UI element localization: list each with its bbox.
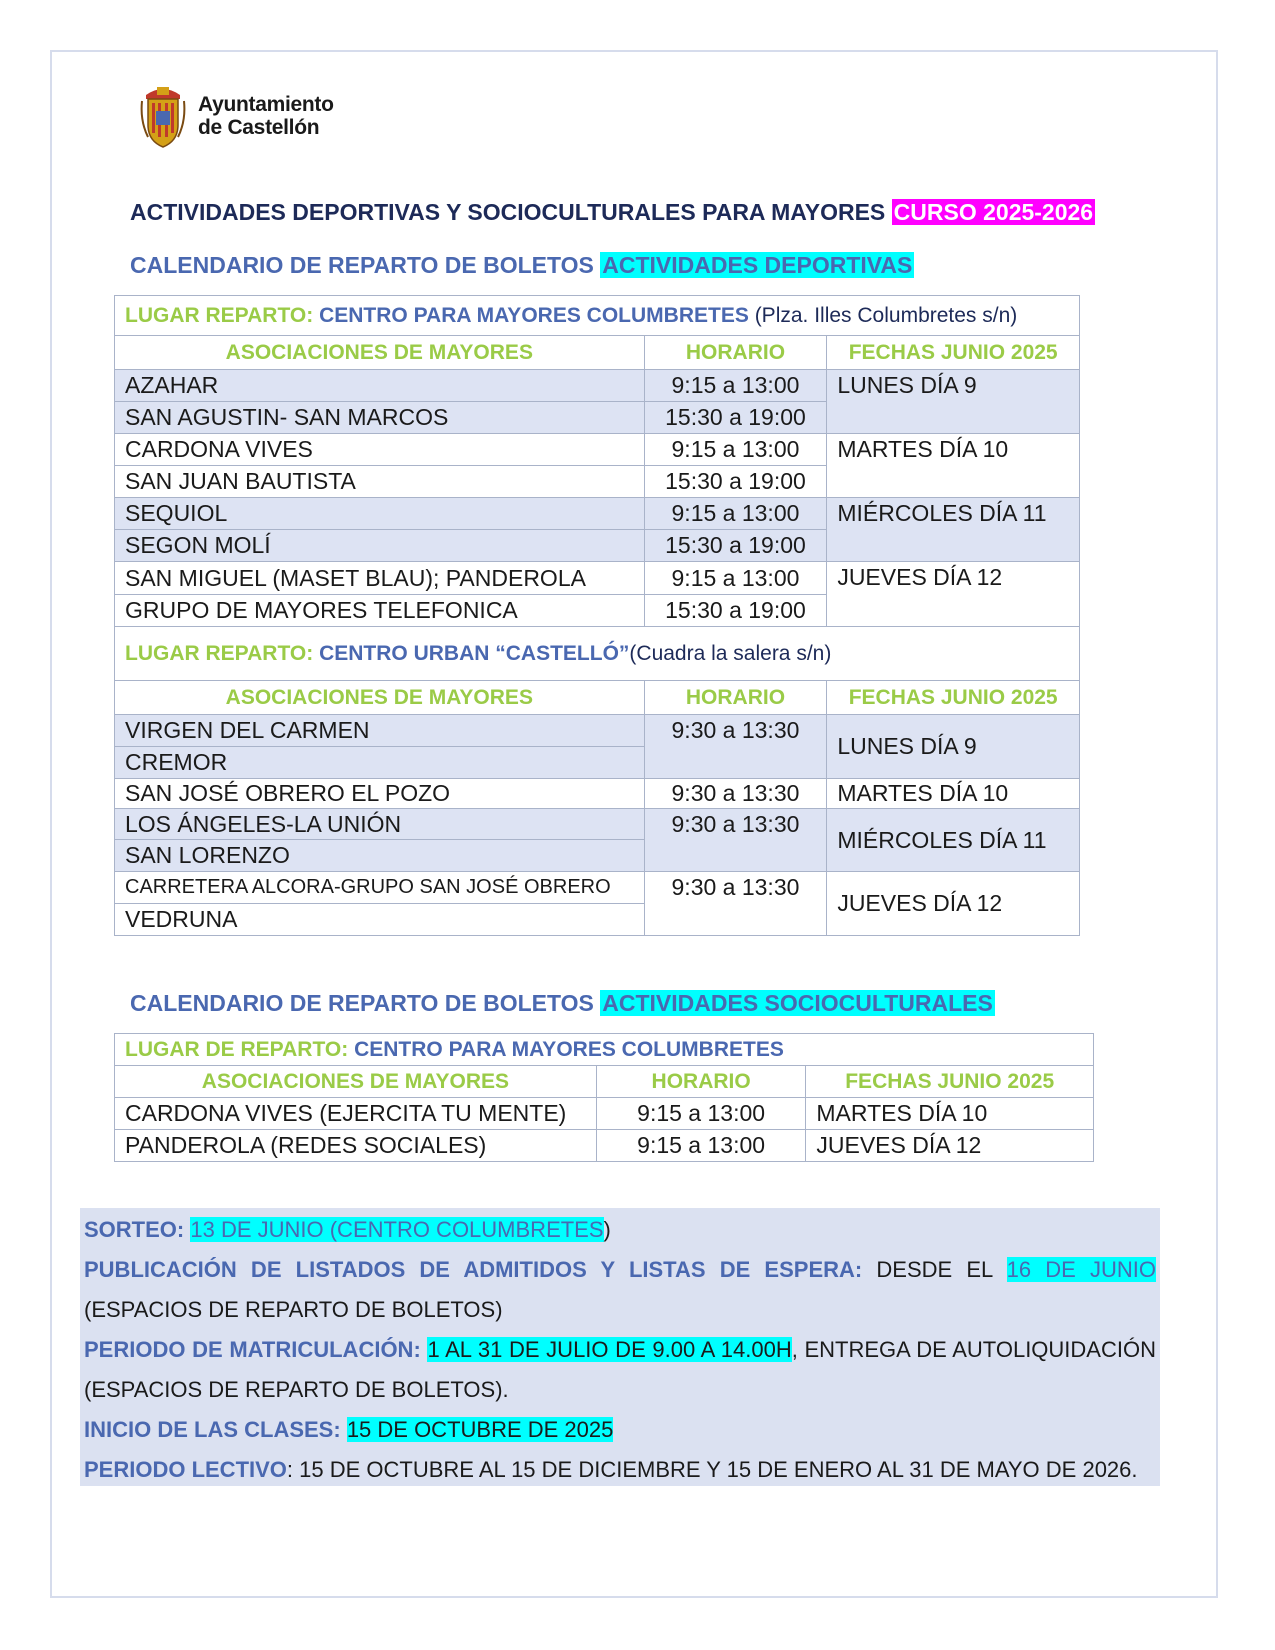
table-row bbox=[115, 370, 1080, 402]
table-row bbox=[115, 872, 1080, 904]
header-fechas: FECHAS JUNIO 2025 bbox=[806, 1066, 1094, 1098]
place-label: LUGAR REPARTO: bbox=[125, 641, 314, 665]
place-address: (Cuadra la salera s/n) bbox=[629, 641, 832, 665]
info-text: DESDE EL bbox=[876, 1257, 993, 1282]
place-label: LUGAR DE REPARTO: bbox=[125, 1037, 349, 1061]
info-text: (ESPACIOS DE REPARTO DE BOLETOS) bbox=[84, 1297, 503, 1322]
distribution-date: JUEVES DÍA 12 bbox=[827, 562, 1080, 627]
table-socioculturales bbox=[114, 1033, 1094, 1162]
table-deportivas bbox=[114, 295, 1080, 936]
table-row bbox=[115, 1098, 1094, 1130]
place-name: CENTRO PARA MAYORES COLUMBRETES bbox=[319, 303, 749, 327]
schedule-time: 15:30 a 19:00 bbox=[644, 402, 827, 434]
logo-line-1: Ayuntamiento bbox=[198, 93, 334, 116]
info-text: , ENTREGA DE AUTOLIQUIDACIÓN (ESPACIOS DE REPARTO DE BOLETOS). bbox=[84, 1337, 1156, 1402]
distribution-date: MARTES DÍA 10 bbox=[827, 434, 1080, 498]
section-prefix: CALENDARIO DE REPARTO DE BOLETOS bbox=[130, 990, 594, 1016]
info-text: ) bbox=[603, 1217, 611, 1242]
header-horario: HORARIO bbox=[644, 681, 827, 715]
schedule-time: 9:15 a 13:00 bbox=[596, 1130, 806, 1162]
info-highlight: 13 DE JUNIO (CENTRO COLUMBRETES bbox=[190, 1217, 604, 1242]
association-name: SAN JOSÉ OBRERO EL POZO bbox=[115, 779, 645, 809]
info-matriculacion bbox=[84, 1330, 1156, 1410]
section-title-deportivas bbox=[130, 252, 914, 279]
info-label: SORTEO: bbox=[84, 1217, 185, 1242]
logo-line-2: de Castellón bbox=[198, 116, 320, 139]
association-name: PANDEROLA (REDES SOCIALES) bbox=[115, 1130, 597, 1162]
distribution-date: LUNES DÍA 9 bbox=[827, 715, 1080, 779]
schedule-time: 9:15 a 13:00 bbox=[596, 1098, 806, 1130]
association-name: CARDONA VIVES (EJERCITA TU MENTE) bbox=[115, 1098, 597, 1130]
header-horario: HORARIO bbox=[644, 336, 827, 370]
info-label: PERIODO LECTIVO bbox=[84, 1457, 287, 1482]
schedule-time: 9:15 a 13:00 bbox=[644, 370, 827, 402]
schedule-time: 9:30 a 13:30 bbox=[644, 809, 827, 872]
header-asociaciones: ASOCIACIONES DE MAYORES bbox=[115, 681, 645, 715]
table-row bbox=[115, 562, 1080, 595]
table1-place-row bbox=[115, 296, 1080, 336]
place-name: CENTRO URBAN “CASTELLÓ” bbox=[319, 641, 630, 665]
association-name: SAN AGUSTIN- SAN MARCOS bbox=[115, 402, 645, 434]
logo bbox=[140, 80, 334, 152]
info-lectivo bbox=[84, 1450, 1156, 1490]
association-name: VIRGEN DEL CARMEN bbox=[115, 715, 645, 747]
schedule-time: 9:30 a 13:30 bbox=[644, 715, 827, 779]
title-text: ACTIVIDADES DEPORTIVAS Y SOCIOCULTURALES PARA MAYORES bbox=[130, 199, 886, 225]
association-name: SEGON MOLÍ bbox=[115, 530, 645, 562]
schedule-time: 9:15 a 13:00 bbox=[644, 562, 827, 595]
info-label: PUBLICACIÓN DE LISTADOS DE ADMITIDOS Y LISTAS DE ESPERA: bbox=[84, 1257, 863, 1282]
page-title bbox=[130, 199, 1095, 226]
association-name: CREMOR bbox=[115, 747, 645, 779]
distribution-date: MARTES DÍA 10 bbox=[827, 779, 1080, 809]
header-fechas: FECHAS JUNIO 2025 bbox=[827, 336, 1080, 370]
schedule-time: 9:30 a 13:30 bbox=[644, 779, 827, 809]
distribution-date: MARTES DÍA 10 bbox=[806, 1098, 1094, 1130]
section-prefix: CALENDARIO DE REPARTO DE BOLETOS bbox=[130, 252, 594, 278]
table-row bbox=[115, 779, 1080, 809]
info-text: : 15 DE OCTUBRE AL 15 DE DICIEMBRE Y 15 DE ENERO AL 31 DE MAYO DE 2026. bbox=[286, 1457, 1138, 1482]
title-highlight: CURSO 2025-2026 bbox=[893, 199, 1094, 225]
section-highlight: ACTIVIDADES DEPORTIVAS bbox=[602, 252, 913, 278]
association-name: SAN LORENZO bbox=[115, 840, 645, 872]
info-highlight: 15 DE OCTUBRE DE 2025 bbox=[346, 1417, 614, 1442]
distribution-date: MIÉRCOLES DÍA 11 bbox=[827, 809, 1080, 872]
header-horario: HORARIO bbox=[596, 1066, 806, 1098]
distribution-date: LUNES DÍA 9 bbox=[827, 370, 1080, 434]
table-row bbox=[115, 498, 1080, 530]
info-label: INICIO DE LAS CLASES: bbox=[84, 1417, 341, 1442]
association-name: VEDRUNA bbox=[115, 904, 645, 936]
section-highlight: ACTIVIDADES SOCIOCULTURALES bbox=[602, 990, 993, 1016]
table3-place-row bbox=[115, 1034, 1094, 1066]
association-name: SAN JUAN BAUTISTA bbox=[115, 466, 645, 498]
info-highlight: 1 AL 31 DE JULIO DE 9.00 A 14.00H bbox=[427, 1337, 792, 1362]
header-fechas: FECHAS JUNIO 2025 bbox=[827, 681, 1080, 715]
header-asociaciones: ASOCIACIONES DE MAYORES bbox=[115, 336, 645, 370]
schedule-time: 9:30 a 13:30 bbox=[644, 872, 827, 936]
info-label: PERIODO DE MATRICULACIÓN: bbox=[84, 1337, 421, 1362]
table-row bbox=[115, 809, 1080, 840]
section-title-socioculturales bbox=[130, 990, 995, 1017]
info-highlight: 16 DE JUNIO bbox=[1006, 1257, 1156, 1282]
info-inicio bbox=[84, 1410, 1156, 1450]
schedule-time: 9:15 a 13:00 bbox=[644, 498, 827, 530]
info-sorteo bbox=[84, 1210, 1156, 1250]
schedule-time: 9:15 a 13:00 bbox=[644, 434, 827, 466]
association-name: LOS ÁNGELES-LA UNIÓN bbox=[115, 809, 645, 840]
place-label: LUGAR REPARTO: bbox=[125, 303, 314, 327]
distribution-date: MIÉRCOLES DÍA 11 bbox=[827, 498, 1080, 562]
association-name: SEQUIOL bbox=[115, 498, 645, 530]
info-box bbox=[80, 1208, 1160, 1486]
table-row bbox=[115, 1130, 1094, 1162]
association-name: AZAHAR bbox=[115, 370, 645, 402]
association-name: GRUPO DE MAYORES TELEFONICA bbox=[115, 595, 645, 627]
schedule-time: 15:30 a 19:00 bbox=[644, 466, 827, 498]
association-name: CARDONA VIVES bbox=[115, 434, 645, 466]
place-name: CENTRO PARA MAYORES COLUMBRETES bbox=[354, 1037, 784, 1061]
schedule-time: 15:30 a 19:00 bbox=[644, 530, 827, 562]
distribution-date: JUEVES DÍA 12 bbox=[806, 1130, 1094, 1162]
header-asociaciones: ASOCIACIONES DE MAYORES bbox=[115, 1066, 597, 1098]
table-row bbox=[115, 434, 1080, 466]
association-name: CARRETERA ALCORA-GRUPO SAN JOSÉ OBRERO bbox=[115, 872, 645, 904]
place-address: (Plza. Illes Columbretes s/n) bbox=[754, 303, 1018, 327]
table-row bbox=[115, 715, 1080, 747]
table2-place-row bbox=[115, 627, 1080, 681]
coat-of-arms-icon bbox=[140, 81, 186, 151]
distribution-date: JUEVES DÍA 12 bbox=[827, 872, 1080, 936]
association-name: SAN MIGUEL (MASET BLAU); PANDEROLA bbox=[115, 562, 645, 595]
info-publicacion bbox=[84, 1250, 1156, 1330]
schedule-time: 15:30 a 19:00 bbox=[644, 595, 827, 627]
